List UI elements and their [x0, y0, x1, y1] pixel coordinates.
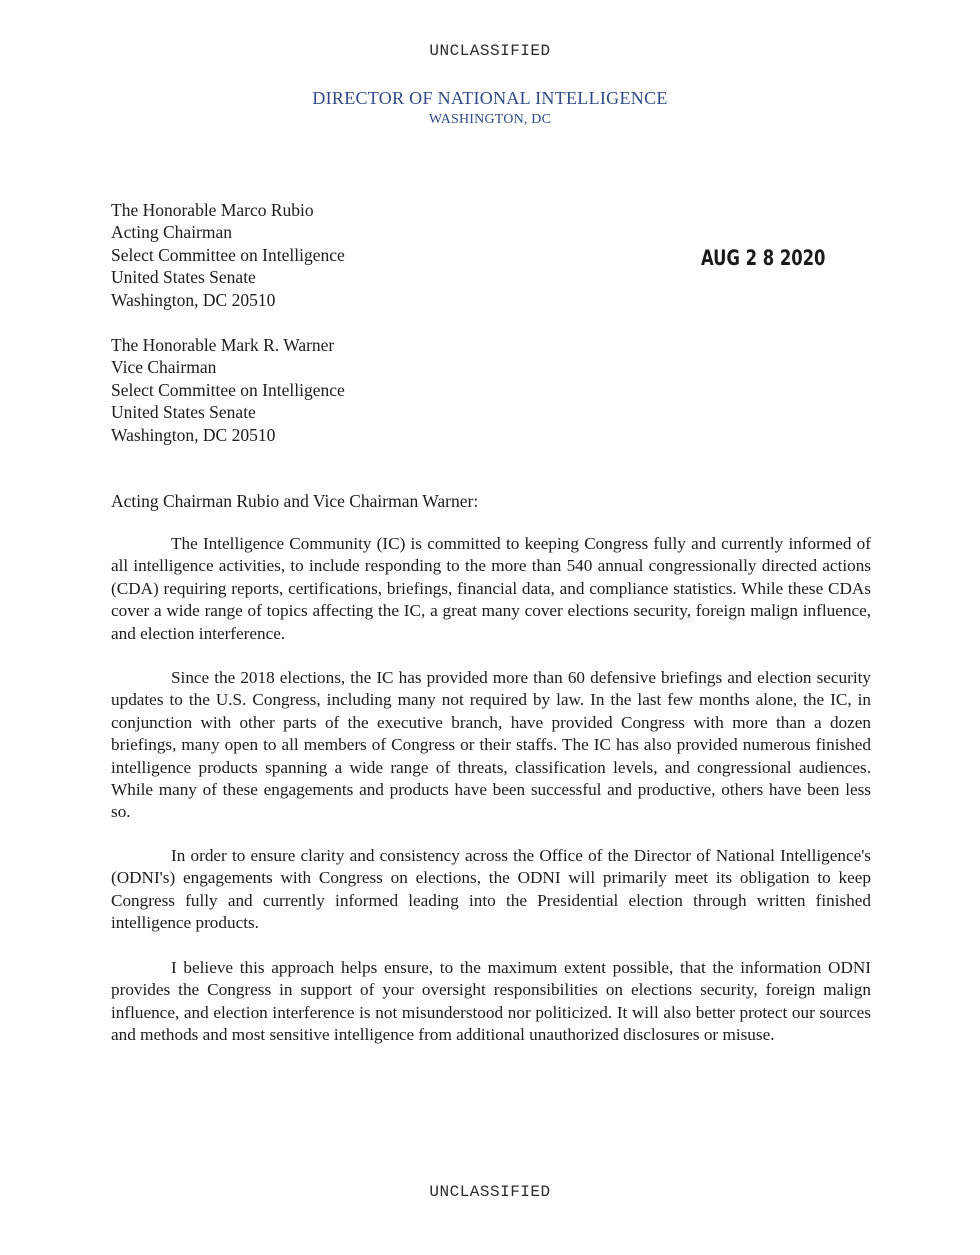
paragraph-text: Since the 2018 elections, the IC has provided more than 60 defensive briefings and election security updates to the U.S. Congress, including many not required by law. In the last few months alone, the IC, in conjunction with other parts of the executive branch, have provided Congress with more than a dozen briefings, many open to all members of Congress or their staffs. The IC has also provided numerous finished intelligence products spanning a wide range of threats, classification levels, and congressional audiences. While many of these engagements and products have been successful and productive, others have been less so. [111, 668, 871, 822]
recipient-committee: Select Committee on Intelligence [111, 244, 345, 265]
recipient-address: Washington, DC 20510 [111, 289, 276, 310]
recipient-committee: Select Committee on Intelligence [111, 379, 345, 400]
paragraph-text: In order to ensure clarity and consistency across the Office of the Director of National Intelligence's (ODNI's) engagements with Congress on elections, the ODNI will primarily meet its obligation to keep Congress fully and currently informed leading into the Presidential election through written finished intelligence products. [111, 846, 871, 933]
recipient-block-rubio [111, 199, 345, 311]
recipient-name: The Honorable Mark R. Warner [111, 335, 335, 355]
recipient-block-warner [111, 334, 345, 446]
classification-header: UNCLASSIFIED [429, 42, 551, 60]
recipient-title: Vice Chairman [111, 357, 217, 378]
letterhead-location: WASHINGTON, DC [428, 112, 552, 127]
date-stamp: AUG 2 8 2020 [701, 246, 826, 270]
recipient-title: Acting Chairman [111, 222, 233, 243]
body-paragraph-1 [111, 533, 871, 645]
body-paragraph-3 [111, 845, 871, 935]
recipient-body: United States Senate [111, 267, 256, 288]
body-paragraph-4 [111, 957, 871, 1047]
body-paragraph-2 [111, 667, 871, 824]
recipient-address: Washington, DC 20510 [111, 424, 276, 445]
salutation: Acting Chairman Rubio and Vice Chairman Warner: [111, 491, 479, 511]
paragraph-text: The Intelligence Community (IC) is committed to keeping Congress fully and currently informed of all intelligence activities, to include responding to the more than 540 annual congressionally directed actions (CDA) requiring reports, certifications, briefings, financial data, and compliance statistics. While these CDAs cover a wide range of topics affecting the IC, a great many cover elections security, foreign malign influence, and election interference. [111, 534, 871, 643]
recipient-body: United States Senate [111, 402, 256, 423]
classification-footer: UNCLASSIFIED [429, 1183, 551, 1201]
recipient-name: The Honorable Marco Rubio [111, 200, 314, 220]
paragraph-text: I believe this approach helps ensure, to the maximum extent possible, that the information ODNI provides the Congress in support of your oversight responsibilities on elections security, foreign malign influence, and election interference is not misunderstood nor politicized. It will also better protect our sources and methods and most sensitive intelligence from additional unauthorized disclosures or misuse. [111, 958, 871, 1045]
letterhead-office: DIRECTOR OF NATIONAL INTELLIGENCE [312, 88, 668, 108]
